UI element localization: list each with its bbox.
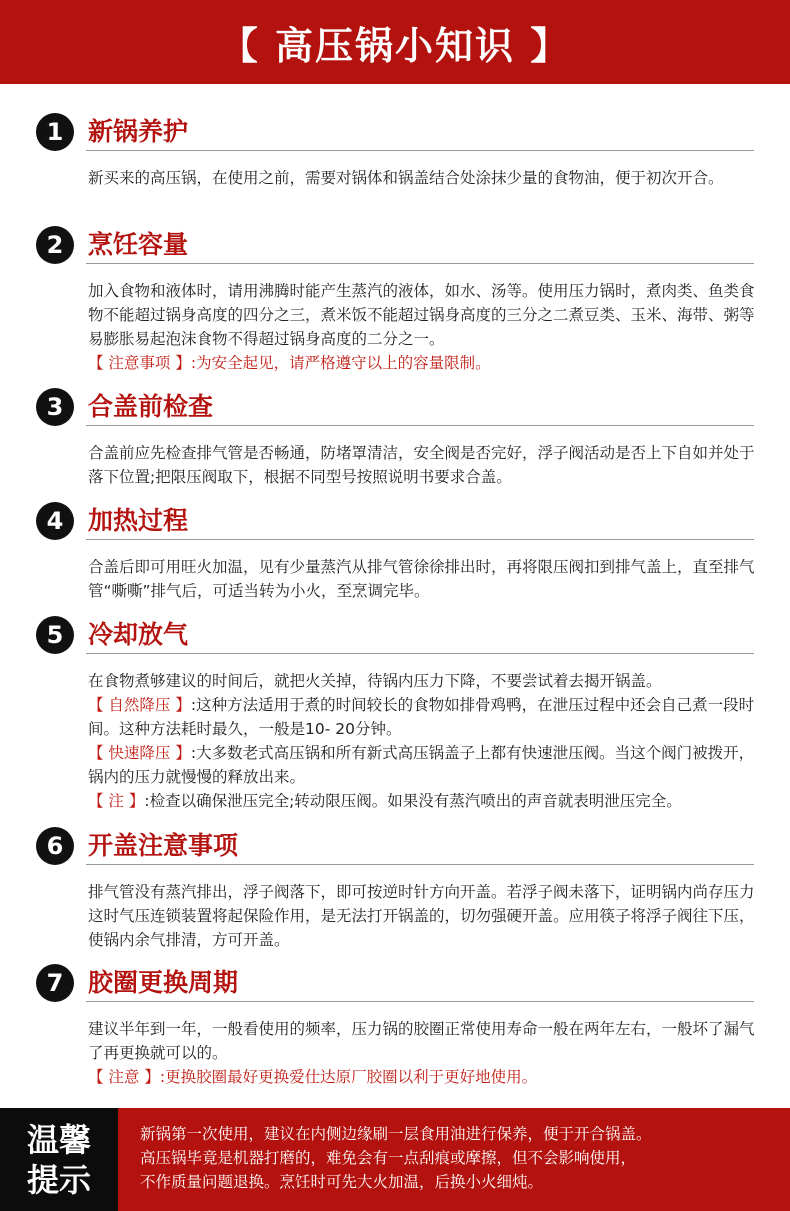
number-badge: 5 [36,616,74,654]
paragraph: 合盖前应先检查排气管是否畅通，防堵罩清洁，安全阀是否完好，浮子阀活动是否上下自如并处于落下位置;把限压阀取下，根据不同型号按照说明书要求合盖。 [88,444,755,486]
section-title: 合盖前检查 [88,392,214,421]
paragraph: 在食物煮够建议的时间后，就把火关掉，待锅内压力下降，不要尝试着去揭开锅盖。 [88,672,662,690]
note-tag: 【 自然降压 】 [88,696,191,714]
number-badge: 7 [36,964,74,1002]
number-badge: 1 [36,113,74,151]
page-header [0,0,790,84]
section-cooking-capacity [0,226,790,375]
paragraph: 建议半年到一年，一般看使用的频率，压力锅的胶圈正常使用寿命一般在两年左右，一般坏了漏气了再更换就可以的。 [88,1020,755,1062]
section-opening-notes [0,827,790,952]
note-text: :检查以确保泄压完全;转动限压阀。如果没有蒸汽喷出的声音就表明泄压完全。 [144,792,682,810]
note-tag: 【 快速降压 】 [88,744,191,762]
section-heating-process [0,502,790,603]
paragraph: 排气管没有蒸汽排出，浮子阀落下，即可按逆时针方向开盖。若浮子阀未落下，证明锅内尚存压力这时气压连锁装置将起保险作用，是无法打开锅盖的，切勿强硬开盖。应用筷子将浮子阀往下压，使锅内余气排清，方可开盖。 [88,883,755,949]
note-check [88,789,760,813]
tips-line: 不作质量问题退换。烹饪时可先大火加温，后换小火细炖。 [140,1173,544,1191]
section-body [88,1017,760,1089]
section-title: 冷却放气 [88,620,189,649]
note-tag: 【 注意 】 [88,1068,160,1086]
divider [86,1001,754,1002]
section-body [88,669,760,813]
section-title: 开盖注意事项 [88,831,239,860]
paragraph: 合盖后即可用旺火加温，见有少量蒸汽从排气管徐徐排出时，再将限压阀扣到排气盖上，直至排气管“嘶嘶”排气后，可适当转为小火，至烹调完毕。 [88,558,755,600]
divider [86,150,754,151]
note-quick-release [88,741,760,789]
divider [86,539,754,540]
divider [86,864,754,865]
paragraph: 新买来的高压锅，在使用之前，需要对锅体和锅盖结合处涂抹少量的食物油，便于初次开合。 [88,169,724,187]
tips-footer [0,1108,790,1211]
tips-text [118,1108,790,1211]
number-badge: 2 [36,226,74,264]
section-body [88,279,760,375]
tips-label [0,1108,118,1211]
paragraph: 加入食物和液体时，请用沸腾时能产生蒸汽的液体，如水、汤等。使用压力锅时，煮肉类、鱼类食物不能超过锅身高度的四分之三，煮米饭不能超过锅身高度的三分之二煮豆类、玉米、海带、粥等易膨胀易起泡沫食物不得超过锅身高度的二分之一。 [88,282,755,348]
section-title: 新锅养护 [88,117,189,146]
note-tag: 【 注意事项 】 [88,354,191,372]
tips-label-line: 温馨 [26,1120,91,1159]
section-body [88,880,760,952]
divider [86,263,754,264]
note-text: :这种方法适用于煮的时间较长的食物如排骨鸡鸭，在泄压过程中还会自己煮一段时间。这种方法耗时最久，一般是10- 20分钟。 [88,696,755,738]
note [88,351,760,375]
note-text: :为安全起见，请严格遵守以上的容量限制。 [190,354,491,372]
section-title: 胶圈更换周期 [88,968,239,997]
section-new-pot-care [0,113,790,190]
section-body [88,166,760,190]
section-title: 加热过程 [88,506,189,535]
section-title: 烹饪容量 [88,230,189,259]
section-body [88,555,760,603]
section-gasket-replacement [0,964,790,1089]
divider [86,653,754,654]
number-badge: 4 [36,502,74,540]
divider [86,425,754,426]
tips-label-line: 提示 [26,1160,91,1199]
note-tag: 【 注 】 [88,792,145,810]
number-badge: 6 [36,827,74,865]
page-title: 【 高压锅小知识 】 [219,23,571,68]
section-cooling-release [0,616,790,813]
tips-line: 高压锅毕竟是机器打磨的，难免会有一点刮痕或摩擦，但不会影响使用， [140,1149,637,1167]
section-pre-close-check [0,388,790,489]
note [88,1065,760,1089]
note-natural-release [88,693,760,741]
tips-line: 新锅第一次使用，建议在内侧边缘刷一层食用油进行保养，便于开合锅盖。 [140,1125,652,1143]
number-badge: 3 [36,388,74,426]
note-text: :更换胶圈最好更换爱仕达原厂胶圈以利于更好地使用。 [159,1068,538,1086]
note-text: :大多数老式高压锅和所有新式高压锅盖子上都有快速泄压阀。当这个阀门被拨开，锅内的压力就慢慢的释放出来。 [88,744,755,786]
section-body [88,441,760,489]
